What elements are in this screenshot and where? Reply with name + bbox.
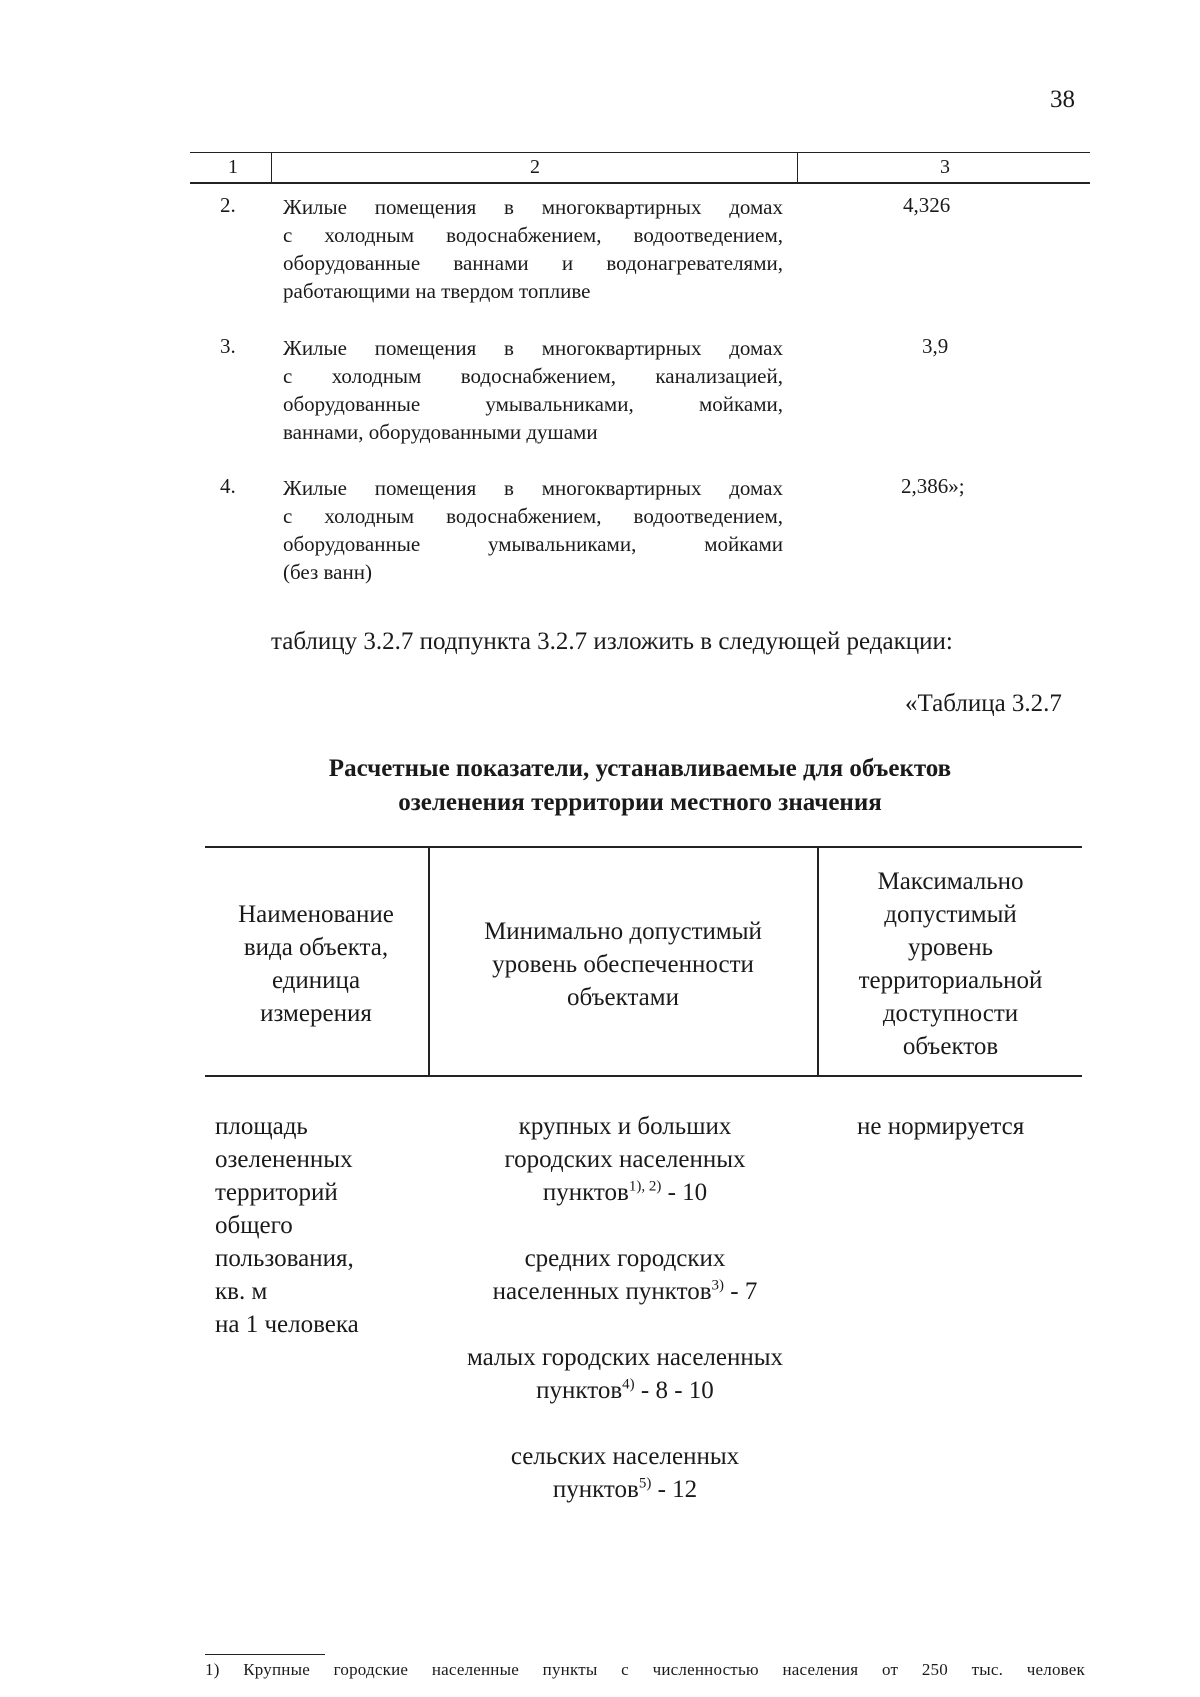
top-table-rule-header	[190, 182, 1090, 184]
header-line: Наименование	[238, 901, 394, 928]
table-title-line: озеленения территории местного значения	[398, 789, 882, 816]
top-table-divider-1	[271, 152, 272, 183]
top-table-header-3: 3	[940, 156, 950, 178]
level-text: пунктов	[536, 1377, 623, 1404]
main-table-rule-header	[205, 1075, 1082, 1077]
row-description	[283, 193, 783, 305]
table-title-line: Расчетные показатели, устанавливаемые для объектов	[328, 755, 952, 782]
header-line: вида объекта,	[243, 934, 389, 961]
cell-object-name	[215, 1110, 415, 1341]
level-line	[420, 1374, 830, 1407]
footnote-ref: 1), 2)	[628, 1178, 662, 1195]
level-line	[420, 1275, 830, 1308]
cell-line: кв. м	[215, 1278, 268, 1305]
instruction-text: таблицу 3.2.7 подпункта 3.2.7 изложить в следующей редакции:	[271, 628, 953, 655]
cell-line: на 1 человека	[215, 1311, 359, 1338]
row-text-line: оборудованные умывальниками, мойками	[283, 532, 783, 556]
row-text-line: оборудованные ваннами и водонагревателями,	[283, 251, 783, 275]
level-line: малых городских населенных	[466, 1344, 784, 1371]
row-text-line: Жилые помещения в многоквартирных домах	[283, 336, 783, 360]
header-line: единица	[271, 967, 361, 994]
header-line: территориальной	[858, 967, 1043, 994]
top-table-divider-2	[797, 152, 798, 183]
row-number: 3.	[220, 334, 236, 358]
row-text-line: оборудованные умывальниками, мойками,	[283, 392, 783, 416]
level-line: средних городских	[524, 1245, 726, 1272]
row-text-line: Жилые помещения в многоквартирных домах	[283, 195, 783, 219]
page-number: 38	[1050, 86, 1075, 113]
header-line: уровень обеспеченности	[492, 951, 754, 978]
footnote-ref: 4)	[622, 1376, 635, 1393]
cell-accessibility: не нормируется	[857, 1113, 1025, 1140]
level-line	[420, 1473, 830, 1506]
cell-min-levels	[420, 1110, 830, 1539]
level-value: - 8 - 10	[634, 1377, 714, 1404]
footnote-rule	[205, 1654, 325, 1655]
header-object-name	[205, 898, 427, 1030]
cell-line: площадь	[215, 1113, 308, 1140]
row-value: 2,386»;	[901, 474, 965, 498]
header-min-level	[430, 915, 816, 1014]
header-line: уровень	[907, 934, 994, 961]
cell-line: пользования,	[215, 1245, 354, 1272]
row-text-line: ваннами, оборудованными душами	[283, 420, 598, 444]
level-text: пунктов	[542, 1179, 629, 1206]
level-large-cities	[420, 1110, 830, 1209]
cell-line: общего	[215, 1212, 293, 1239]
level-line: городских населенных	[504, 1146, 746, 1173]
level-line: крупных и больших	[518, 1113, 732, 1140]
row-description	[283, 334, 783, 446]
row-text-line: (без ванн)	[283, 560, 372, 584]
level-rural	[420, 1440, 830, 1506]
header-line: допустимый	[884, 901, 1017, 928]
top-table-header-1: 1	[228, 156, 238, 178]
level-value: - 12	[651, 1476, 698, 1503]
header-line: Минимально допустимый	[484, 918, 762, 945]
main-table-rule-top	[205, 846, 1082, 848]
row-value: 4,326	[903, 193, 951, 217]
header-line: доступности	[882, 1000, 1019, 1027]
level-line: сельских населенных	[510, 1443, 740, 1470]
header-line: объектами	[567, 984, 679, 1011]
row-text-line: с холодным водоснабжением, канализацией,	[283, 364, 783, 388]
level-medium-cities	[420, 1242, 830, 1308]
level-value: - 10	[661, 1179, 708, 1206]
footnote-ref: 3)	[711, 1277, 724, 1294]
level-small-cities	[420, 1341, 830, 1407]
cell-line: территорий	[215, 1179, 338, 1206]
footnote-ref: 5)	[638, 1475, 652, 1492]
level-text: населенных пунктов	[492, 1278, 712, 1305]
table-label: «Таблица 3.2.7	[905, 690, 1062, 717]
row-number: 4.	[220, 474, 236, 498]
row-value: 3,9	[922, 334, 949, 358]
header-line: объектов	[902, 1033, 999, 1060]
header-line: измерения	[260, 1000, 372, 1027]
row-text-line: с холодным водоснабжением, водоотведением,	[283, 504, 783, 528]
level-line	[420, 1176, 830, 1209]
header-max-accessibility	[819, 865, 1082, 1063]
row-number: 2.	[220, 193, 236, 217]
top-table-header-2: 2	[530, 156, 540, 178]
header-line: Максимально	[877, 868, 1024, 895]
level-text: пунктов	[552, 1476, 639, 1503]
cell-line: озелененных	[215, 1146, 353, 1173]
row-text-line: Жилые помещения в многоквартирных домах	[283, 476, 783, 500]
top-table-rule-top	[190, 152, 1090, 153]
footnote-text: 1) Крупные городские населенные пункты с численностью населения от 250 тыс. человек	[205, 1660, 1085, 1679]
row-text-line: с холодным водоснабжением, водоотведением,	[283, 223, 783, 247]
table-title	[180, 752, 1100, 820]
row-text-line: работающими на твердом топливе	[283, 279, 591, 303]
level-value: - 7	[724, 1278, 758, 1305]
row-description	[283, 474, 783, 586]
